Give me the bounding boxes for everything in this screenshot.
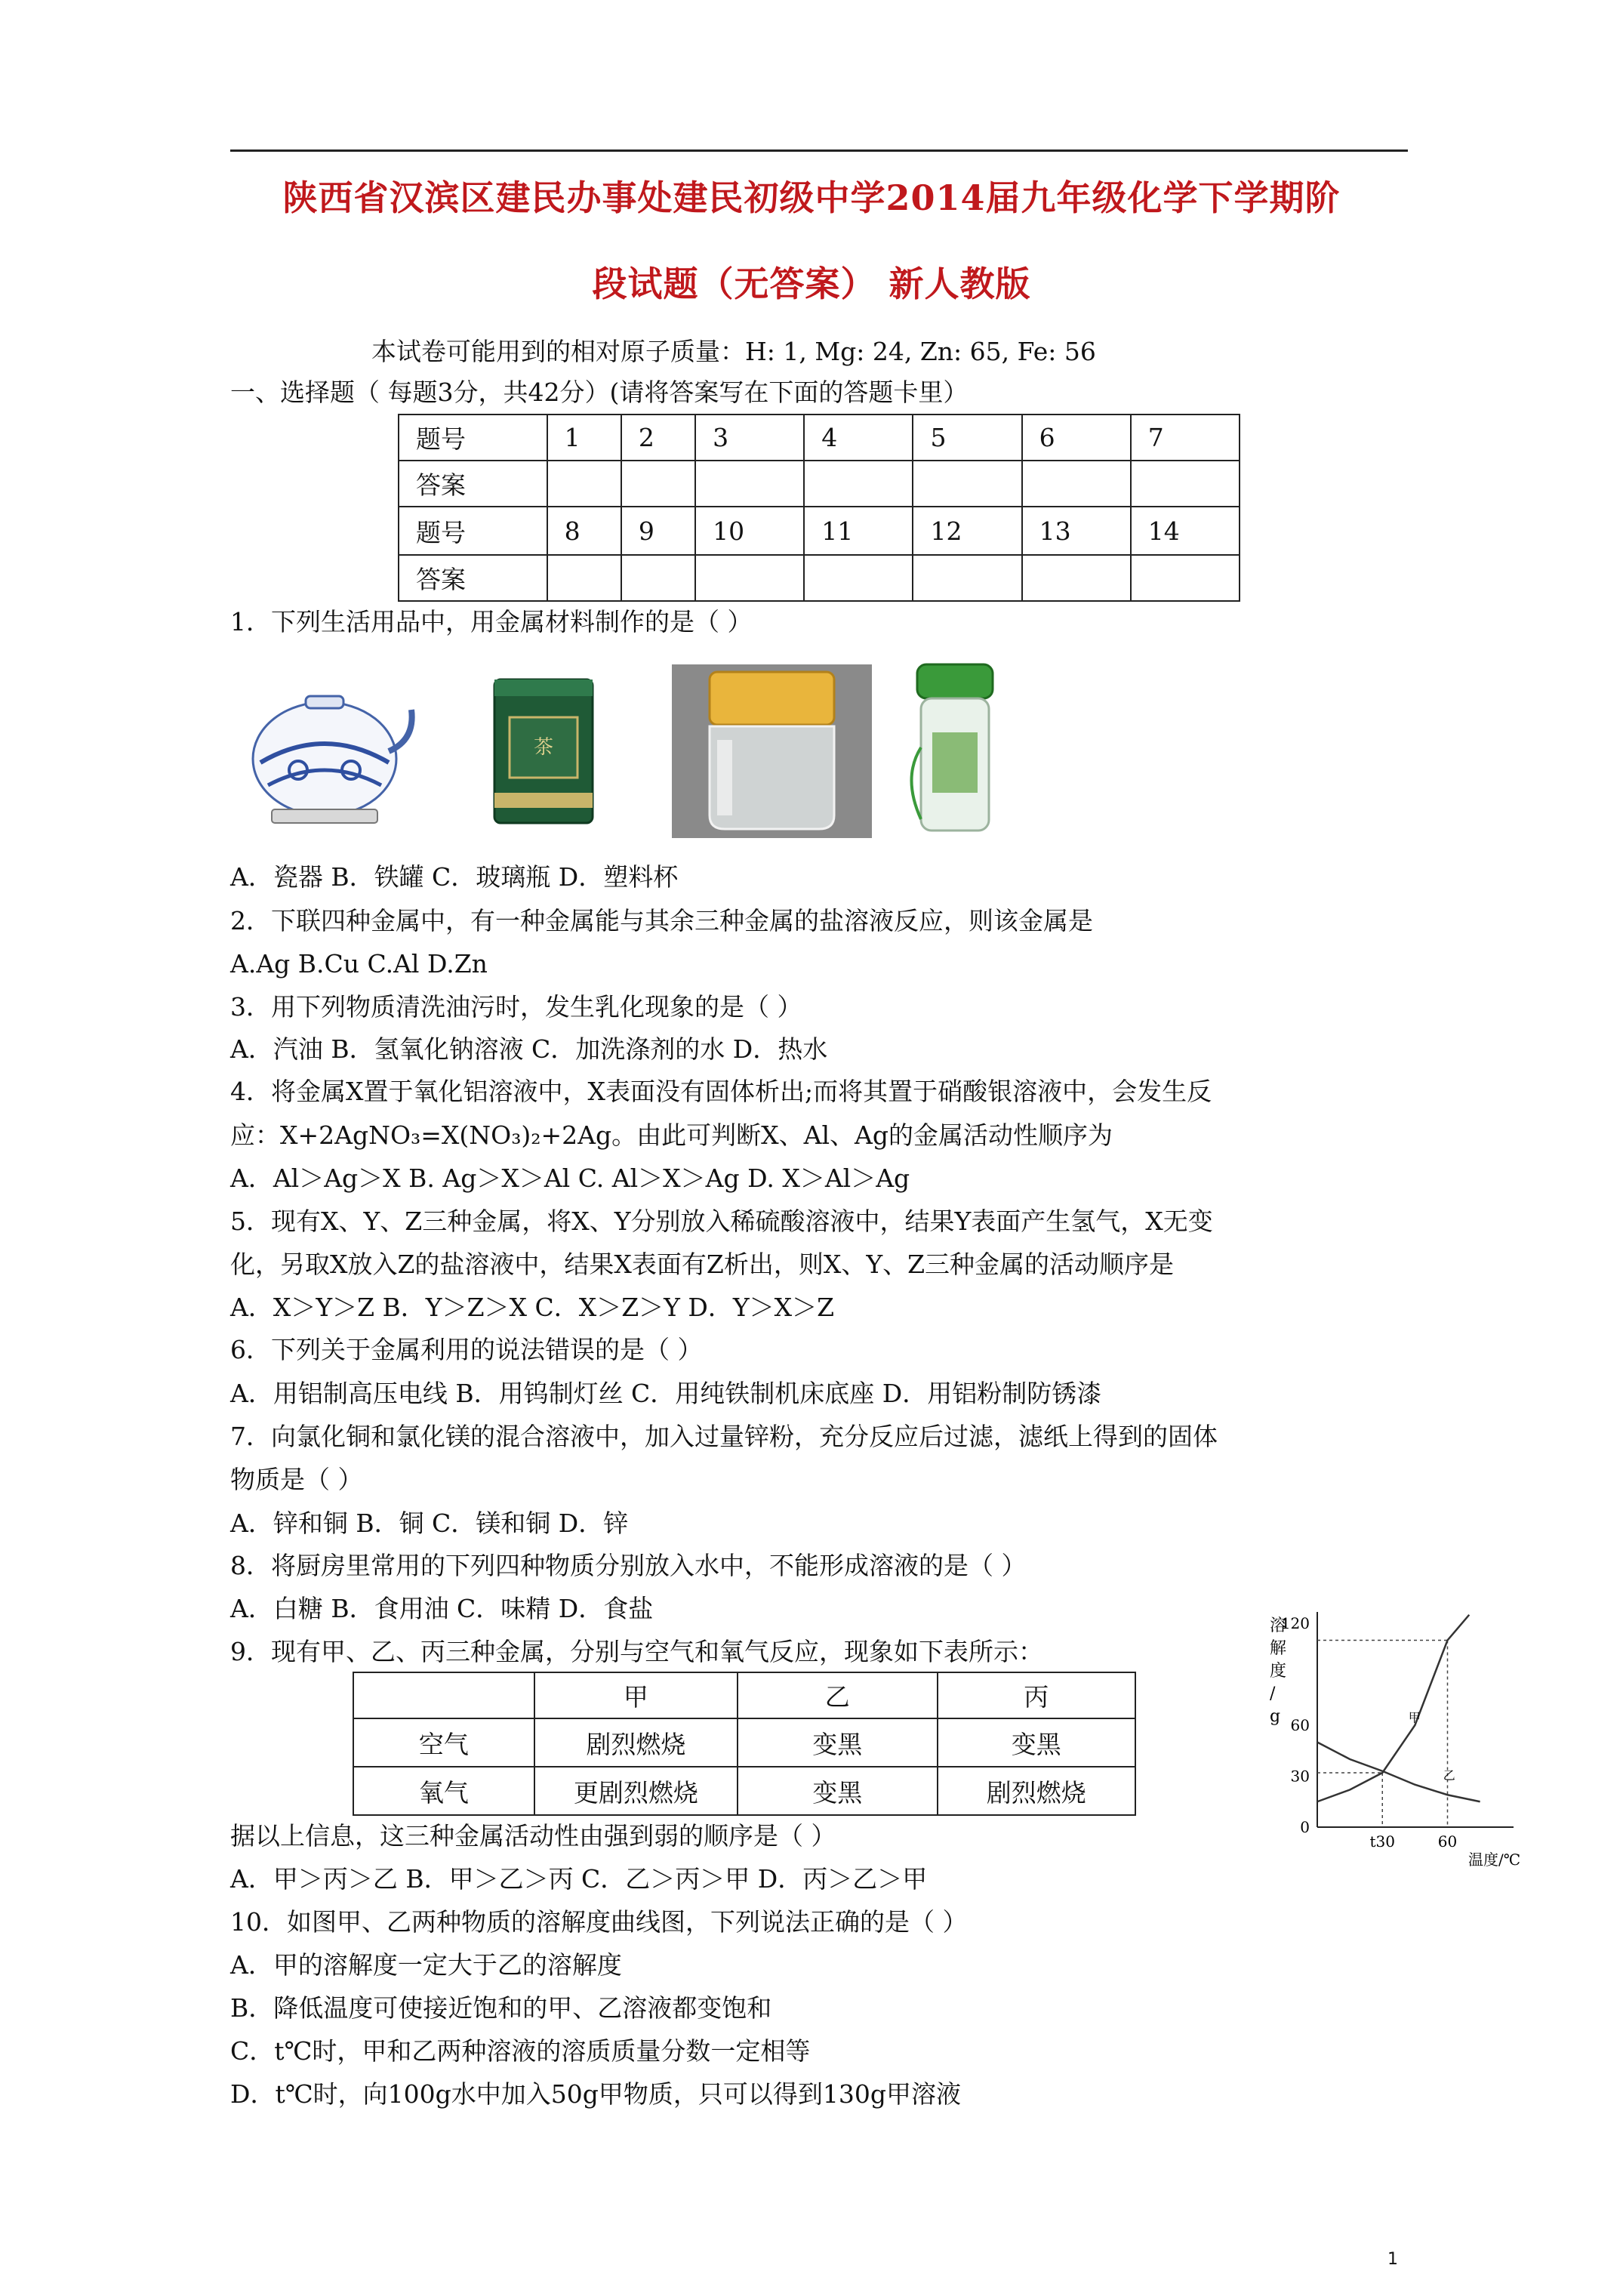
q5-stem-1: 5．现有X、Y、Z三种金属，将X、Y分别放入稀硫酸溶液中，结果Y表面产生氢气，X无变 [230, 1207, 1213, 1236]
answer-blank[interactable] [804, 555, 913, 601]
header-rule [230, 149, 1408, 152]
answer-card-cell: 4 [804, 415, 913, 461]
q10-option-d: D．t℃时，向100g水中加入50g甲物质，只可以得到130g甲溶液 [230, 2079, 961, 2109]
svg-text:茶: 茶 [533, 736, 554, 759]
y-tick-label: 120 [1280, 1614, 1310, 1632]
q10-stem: 10．如图甲、乙两种物质的溶解度曲线图，下列说法正确的是（ ） [230, 1907, 968, 1937]
porcelain-kettle-image [230, 680, 419, 831]
q3-stem: 3．用下列物质清洗油污时，发生乳化现象的是（ ） [230, 992, 802, 1022]
answer-blank[interactable] [1022, 461, 1131, 507]
y-tick-label: 30 [1290, 1767, 1310, 1786]
q4-options: A．Al＞Ag＞X B. Ag＞X＞Al C. Al＞X＞Ag D. X＞Al＞Ag [230, 1163, 910, 1193]
q9-table-header [353, 1672, 534, 1718]
q9-table-header: 甲 [534, 1672, 738, 1718]
q9-after: 据以上信息，这三种金属活动性由强到弱的顺序是（ ） [230, 1821, 836, 1851]
answer-blank[interactable] [695, 555, 804, 601]
x-axis-label: 温度/℃ [1468, 1851, 1521, 1869]
answer-card-cell: 10 [695, 507, 804, 555]
q2-options: A.Ag B.Cu C.Al D.Zn [230, 949, 488, 978]
q10-option-a: A．甲的溶解度一定大于乙的溶解度 [230, 1950, 622, 1980]
answer-card-cell: 6 [1022, 415, 1131, 461]
q8-options: A．白糖 B．食用油 C．味精 D．食盐 [230, 1594, 654, 1623]
q9-table-cell: 剧烈燃烧 [938, 1767, 1135, 1815]
answer-blank[interactable] [913, 461, 1021, 507]
answer-blank[interactable] [804, 461, 913, 507]
q4-stem-2: 应：X+2AgNO₃=X(NO₃)₂+2Ag。由此可判断X、Al、Ag的金属活动性顺序为 [230, 1120, 1113, 1150]
answer-blank[interactable] [1131, 555, 1240, 601]
y-tick-label: 60 [1290, 1716, 1310, 1734]
q9-table-cell: 变黑 [938, 1718, 1135, 1767]
q9-table-header: 乙 [738, 1672, 937, 1718]
answer-card-cell: 12 [913, 507, 1021, 555]
iron-can-image [487, 672, 600, 831]
glass-jar-image [672, 664, 872, 838]
q9-options: A．甲＞丙＞乙 B．甲＞乙＞丙 C．乙＞丙＞甲 D．丙＞乙＞甲 [230, 1864, 928, 1894]
x-tick-label: t30 [1369, 1832, 1395, 1851]
q5-options: A．X＞Y＞Z B．Y＞Z＞X C．X＞Z＞Y D．Y＞X＞Z [230, 1293, 835, 1322]
q9-table-cell: 氧气 [353, 1767, 534, 1815]
series-label: 甲 [1408, 1710, 1421, 1725]
y-tick-label: 0 [1300, 1818, 1310, 1836]
answer-blank[interactable] [547, 461, 621, 507]
q7-stem-1: 7．向氯化铜和氯化镁的混合溶液中，加入过量锌粉，充分反应后过滤，滤纸上得到的固体 [230, 1422, 1218, 1451]
answer-blank[interactable] [1022, 555, 1131, 601]
answer-card-cell: 3 [695, 415, 804, 461]
q3-options: A．汽油 B．氢氧化钠溶液 C．加洗涤剂的水 D．热水 [230, 1034, 828, 1064]
q4-stem-1: 4．将金属X置于氧化铝溶液中，X表面没有固体析出;而将其置于硝酸银溶液中，会发生反 [230, 1077, 1212, 1106]
answer-blank[interactable] [913, 555, 1021, 601]
answer-blank[interactable] [1131, 461, 1240, 507]
answer-card-cell: 题号 [399, 415, 547, 461]
answer-blank[interactable] [547, 555, 621, 601]
answer-blank[interactable] [621, 461, 695, 507]
answer-blank[interactable] [621, 555, 695, 601]
answer-card-cell: 11 [804, 507, 913, 555]
answer-blank[interactable] [695, 461, 804, 507]
section-heading: 一、选择题（ 每题3分，共42分）(请将答案写在下面的答题卡里） [230, 378, 969, 407]
q6-options: A．用铝制高压电线 B．用钨制灯丝 C．用纯铁制机床底座 D．用铝粉制防锈漆 [230, 1379, 1102, 1408]
q7-stem-2: 物质是（ ） [230, 1465, 363, 1494]
q9-table-cell: 变黑 [738, 1718, 937, 1767]
answer-card-cell: 8 [547, 507, 621, 555]
title-line-2: 段试题（无答案） 新人教版 [592, 264, 1031, 304]
title-line-1: 陕西省汉滨区建民办事处建民初级中学2014届九年级化学下学期阶 [282, 177, 1341, 218]
q10-option-c: C．t℃时，甲和乙两种溶液的溶质质量分数一定相等 [230, 2036, 811, 2066]
q1-options: A．瓷器 B．铁罐 C．玻璃瓶 D．塑料杯 [230, 862, 679, 892]
q9-stem: 9．现有甲、乙、丙三种金属，分别与空气和氧气反应，现象如下表所示： [230, 1637, 1043, 1666]
answer-card-cell: 2 [621, 415, 695, 461]
q2-stem: 2．下联四种金属中，有一种金属能与其余三种金属的盐溶液反应，则该金属是 [230, 906, 1093, 935]
answer-card-cell: 5 [913, 415, 1021, 461]
answer-card-cell: 答案 [399, 555, 547, 601]
q6-stem: 6．下列关于金属利用的说法错误的是（ ） [230, 1335, 703, 1364]
answer-card-cell: 13 [1022, 507, 1131, 555]
answer-card-cell: 9 [621, 507, 695, 555]
q9-table-cell: 更剧烈燃烧 [534, 1767, 738, 1815]
series-label: 乙 [1443, 1768, 1455, 1783]
q9-table-header: 丙 [938, 1672, 1135, 1718]
y-axis-label: 溶解度/ g [1270, 1616, 1287, 1726]
x-tick-label: 60 [1437, 1832, 1458, 1851]
solubility-chart [1253, 1608, 1548, 1880]
q8-stem: 8．将厨房里常用的下列四种物质分别放入水中，不能形成溶液的是（ ） [230, 1551, 1027, 1580]
answer-card-table [398, 414, 1240, 602]
answer-card-cell: 1 [547, 415, 621, 461]
q9-table-cell: 空气 [353, 1718, 534, 1767]
answer-card-cell: 答案 [399, 461, 547, 507]
q10-option-b: B．降低温度可使接近饱和的甲、乙溶液都变饱和 [230, 1993, 772, 2023]
q5-stem-2: 化，另取X放入Z的盐溶液中，结果X表面有Z析出，则X、Y、Z三种金属的活动顺序是 [230, 1250, 1175, 1279]
q9-table-cell: 剧烈燃烧 [534, 1718, 738, 1767]
q1-stem: 1．下列生活用品中，用金属材料制作的是（ ） [230, 607, 753, 636]
plastic-cup-image [898, 657, 1012, 838]
q7-options: A．锌和铜 B．铜 C．镁和铜 D．锌 [230, 1509, 629, 1538]
atomic-mass-note: 本试卷可能用到的相对原子质量：H: 1, Mg: 24, Zn: 65, Fe: 56 [371, 337, 1096, 366]
answer-card-cell: 题号 [399, 507, 547, 555]
answer-card-cell: 14 [1131, 507, 1240, 555]
answer-card-cell: 7 [1131, 415, 1240, 461]
q9-table-cell: 变黑 [738, 1767, 937, 1815]
q9-reaction-table [353, 1672, 1136, 1816]
page-number: 1 [1387, 2250, 1398, 2269]
